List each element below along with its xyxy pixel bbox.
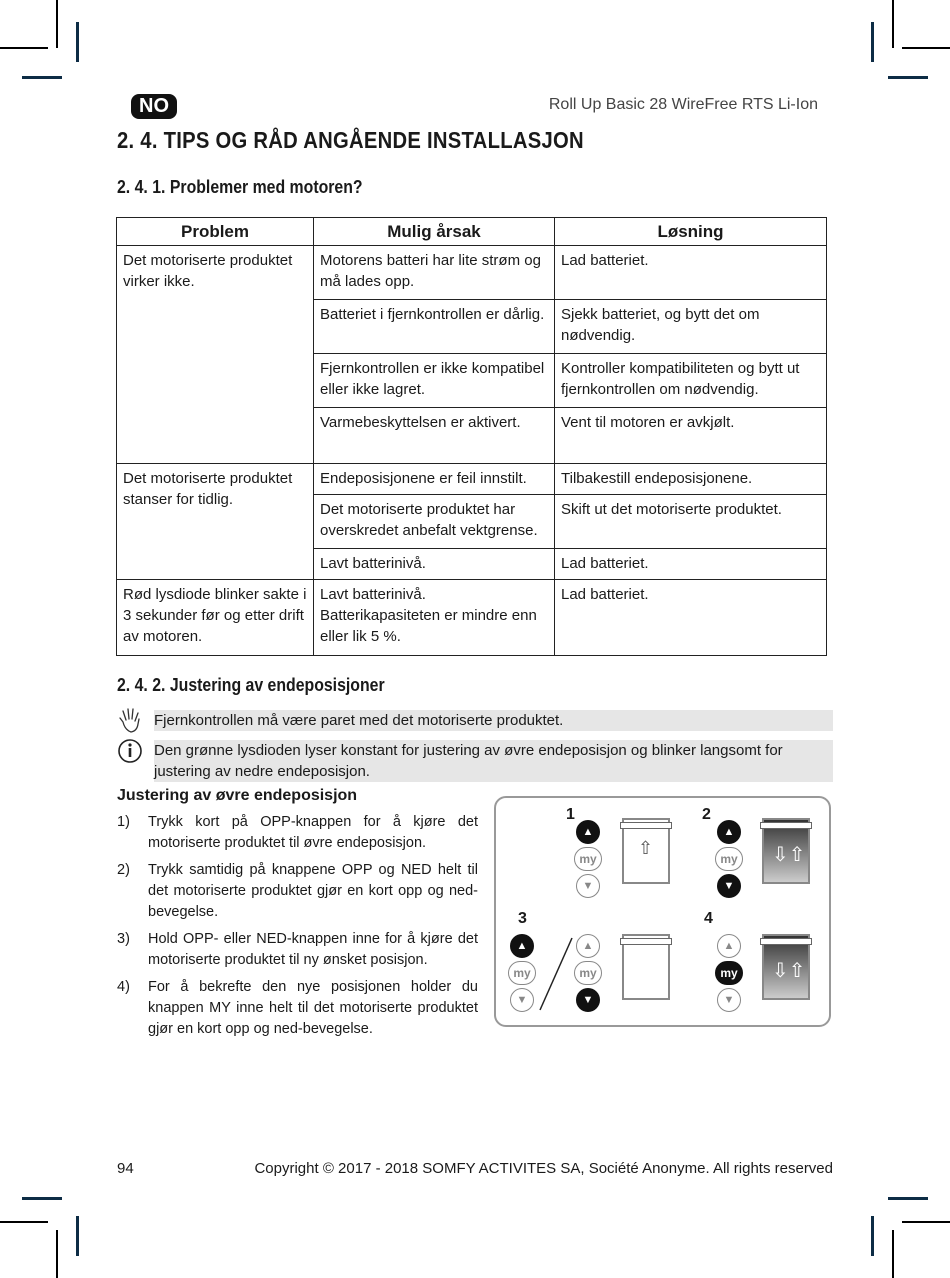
- table-row: [117, 580, 827, 656]
- solution-cell: Lad batteriet.: [555, 549, 827, 580]
- up-button-icon: ▲: [510, 934, 534, 958]
- troubleshooting-table: [116, 217, 827, 656]
- solution-cell: Vent til motoren er avkjølt.: [555, 408, 827, 464]
- arrow-up-down-icon: ⇩⇧: [772, 844, 806, 866]
- down-button-icon: ▼: [576, 988, 600, 1012]
- shade-icon: [622, 934, 670, 1000]
- shade-moving-icon: [762, 934, 810, 1000]
- solution-cell: Skift ut det motoriserte produktet.: [555, 495, 827, 549]
- copyright: Copyright © 2017 - 2018 SOMFY ACTIVITES SA, Société Anonyme. All rights reserved: [254, 1160, 833, 1177]
- crop-mark: [888, 76, 928, 79]
- crop-mark: [76, 22, 79, 62]
- up-button-icon: ▲: [576, 934, 600, 958]
- table-row: [117, 246, 827, 300]
- crop-mark: [76, 1216, 79, 1256]
- list-item: 2) Trykk samtidig på knappene OPP og NED helt til det motoriserte produktet gjør en kort opp og ned-bevegelse.: [117, 862, 478, 920]
- list-item: 1) Trykk kort på OPP-knappen for å kjøre det motoriserte produktet til øvre endeposisjon.: [117, 814, 478, 851]
- remote-control: [715, 820, 743, 901]
- cause-cell: Fjernkontrollen er ikke kompatibel eller ikke lagret.: [314, 354, 555, 408]
- remote-control: [574, 820, 602, 901]
- section-title: 2. 4. TIPS OG RÅD ANGÅENDE INSTALLASJON: [117, 127, 584, 153]
- table-header: Mulig årsak: [314, 218, 555, 246]
- solution-cell: Lad batteriet.: [555, 580, 827, 656]
- cause-cell: Endeposisjonene er feil innstilt.: [314, 464, 555, 495]
- crop-mark: [892, 0, 894, 48]
- cause-cell: Det motoriserte produktet har overskredet anbefalt vektgrense.: [314, 495, 555, 549]
- solution-cell: Tilbakestill endeposisjonene.: [555, 464, 827, 495]
- problem-cell: Det motoriserte produktet virker ikke.: [117, 246, 314, 464]
- hand-note: Fjernkontrollen må være paret med det motoriserte produktet.: [154, 710, 833, 731]
- my-button-icon: my: [715, 847, 743, 871]
- page-number: 94: [117, 1160, 134, 1177]
- crop-mark: [892, 1230, 894, 1278]
- crop-mark: [902, 1221, 950, 1223]
- crop-mark: [871, 1216, 874, 1256]
- hand-icon: [117, 706, 145, 734]
- down-button-icon: ▼: [576, 874, 600, 898]
- crop-mark: [56, 0, 58, 48]
- remote-control: [508, 934, 536, 1015]
- solution-cell: Lad batteriet.: [555, 246, 827, 300]
- cause-cell: Motorens batteri har lite strøm og må lades opp.: [314, 246, 555, 300]
- remote-control: [715, 934, 743, 1015]
- remote-control: [574, 934, 602, 1015]
- subsection-title-end-limits: 2. 4. 2. Justering av endeposisjoner: [117, 675, 385, 695]
- divider-slash: [536, 936, 576, 1012]
- figure-step-label: 2: [702, 806, 711, 823]
- product-name: Roll Up Basic 28 WireFree RTS Li-Ion: [548, 96, 818, 113]
- cause-cell: Varmebeskyttelsen er aktivert.: [314, 408, 555, 464]
- crop-mark: [0, 1221, 48, 1223]
- arrow-up-icon: ⇧: [638, 838, 654, 858]
- crop-mark: [22, 76, 62, 79]
- table-header: Løsning: [555, 218, 827, 246]
- crop-mark: [888, 1197, 928, 1200]
- up-button-icon: ▲: [717, 934, 741, 958]
- up-button-icon: ▲: [576, 820, 600, 844]
- table-header-row: [117, 218, 827, 246]
- subsection-title-problems: 2. 4. 1. Problemer med motoren?: [117, 177, 363, 197]
- crop-mark: [56, 1230, 58, 1278]
- shade-moving-icon: [762, 818, 810, 884]
- upper-adjust-title: Justering av øvre endeposisjon: [117, 787, 358, 804]
- crop-mark: [0, 47, 48, 49]
- down-button-icon: ▼: [510, 988, 534, 1012]
- shade-icon: [622, 818, 670, 884]
- problem-cell: Rød lysdiode blinker sakte i 3 sekunder før og etter drift av motoren.: [117, 580, 314, 656]
- my-button-icon: my: [574, 961, 602, 985]
- arrow-up-down-icon: ⇩⇧: [772, 960, 806, 982]
- crop-mark: [902, 47, 950, 49]
- figure-step-label: 3: [518, 910, 527, 927]
- crop-mark: [871, 22, 874, 62]
- my-button-icon: my: [508, 961, 536, 985]
- figure-step-label: 1: [566, 806, 575, 823]
- table-row: [117, 464, 827, 495]
- figure-step-label: 4: [704, 910, 713, 927]
- cause-cell: Lavt batterinivå.: [314, 549, 555, 580]
- info-note: Den grønne lysdioden lyser konstant for justering av øvre endeposisjon og blinker langsomt for justering av nedre endeposisjon.: [154, 740, 833, 782]
- table-header: Problem: [117, 218, 314, 246]
- info-icon: [117, 738, 143, 764]
- my-button-icon: my: [715, 961, 743, 985]
- list-item: 4) For å bekrefte den nye posisjonen holder du knappen MY inne helt til det motoriserte produktet gjør en kort opp og ned-bevegelse.: [117, 979, 478, 1037]
- crop-mark: [22, 1197, 62, 1200]
- my-button-icon: my: [574, 847, 602, 871]
- cause-cell: Batteriet i fjernkontrollen er dårlig.: [314, 300, 555, 354]
- list-item: 3) Hold OPP- eller NED-knappen inne for å kjøre det motoriserte produktet til ny ønsket posisjon.: [117, 931, 478, 968]
- up-button-icon: ▲: [717, 820, 741, 844]
- language-badge: NO: [131, 94, 177, 119]
- upper-adjust-steps: [117, 812, 478, 1046]
- solution-cell: Kontroller kompatibiliteten og bytt ut fjernkontrollen om nødvendig.: [555, 354, 827, 408]
- cause-cell: Lavt batterinivå. Batterikapasiteten er mindre enn eller lik 5 %.: [314, 580, 555, 656]
- down-button-icon: ▼: [717, 988, 741, 1012]
- problem-cell: Det motoriserte produktet stanser for tidlig.: [117, 464, 314, 580]
- down-button-icon: ▼: [717, 874, 741, 898]
- adjustment-figure: [494, 796, 831, 1027]
- solution-cell: Sjekk batteriet, og bytt det om nødvendig.: [555, 300, 827, 354]
